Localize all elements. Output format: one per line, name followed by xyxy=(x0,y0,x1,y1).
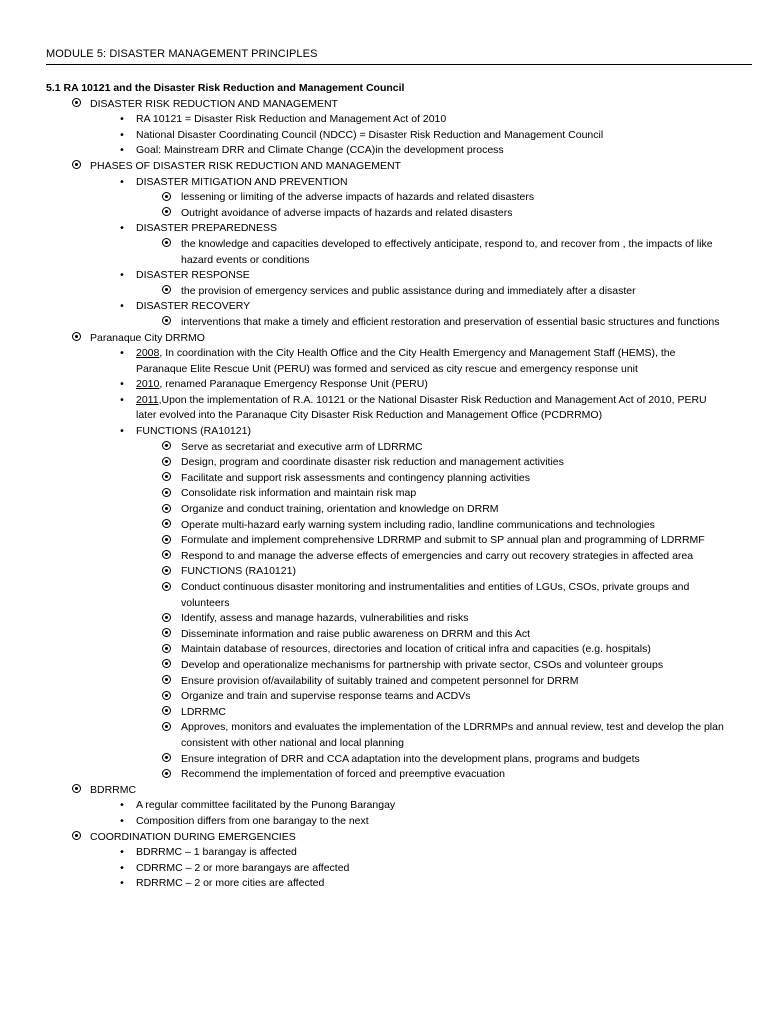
circle-bullet-icon xyxy=(160,471,172,487)
list-item-text: BDRRMC xyxy=(90,783,137,796)
list-item-text: lessening or limiting of the adverse impacts of hazards and related disasters xyxy=(181,191,535,204)
section-title: 5.1 RA 10121 and the Disaster Risk Reduction and Management Council xyxy=(46,82,405,94)
list-item xyxy=(46,627,726,643)
list-item xyxy=(46,767,726,783)
document-body xyxy=(46,81,726,892)
list-item-text: DISASTER RISK REDUCTION AND MANAGEMENT xyxy=(90,97,338,110)
list-item-text: Design, program and coordinate disaster risk reduction and management activities xyxy=(181,456,564,469)
bullet-icon: • xyxy=(119,145,125,157)
circle-bullet-icon xyxy=(160,502,172,518)
list-item-text: Disseminate information and raise public awareness on DRRM and this Act xyxy=(181,627,530,640)
circle-bullet-icon xyxy=(160,580,172,596)
list-item-text: the knowledge and capacities developed to effectively anticipate, respond to, and recover from , the impacts of like hazard events or conditions xyxy=(181,237,713,266)
list-item-text: Approves, monitors and evaluates the implementation of the LDRRMPs and annual review, test and develop the plan consistent with other national and local planning xyxy=(181,721,724,749)
bullet-icon: • xyxy=(119,394,125,406)
list-item-text: A regular committee facilitated by the Punong Barangay xyxy=(136,799,396,812)
list-item-text: LDRRMC xyxy=(181,705,226,718)
circle-bullet-icon xyxy=(160,611,172,627)
list-item xyxy=(46,830,726,846)
circle-bullet-icon xyxy=(160,206,172,222)
list-item xyxy=(46,876,726,892)
circle-bullet-icon xyxy=(160,705,172,721)
list-item xyxy=(46,331,726,347)
list-item xyxy=(46,299,726,315)
list-item-text: interventions that make a timely and efficient restoration and preservation of essential basic structures and functions xyxy=(181,315,720,328)
circle-bullet-icon xyxy=(160,564,172,580)
list-item xyxy=(46,549,726,565)
circle-bullet-icon xyxy=(70,783,82,799)
list-item-text: the provision of emergency services and public assistance during and immediately after a disaster xyxy=(181,284,636,297)
list-item-text: DISASTER PREPAREDNESS xyxy=(136,222,278,235)
list-item-text: Operate multi-hazard early warning system including radio, landline communications and technologies xyxy=(181,518,655,531)
circle-bullet-icon xyxy=(160,767,172,783)
list-item xyxy=(46,752,726,768)
circle-bullet-icon xyxy=(160,720,172,736)
circle-bullet-icon xyxy=(160,689,172,705)
list-item xyxy=(46,502,726,518)
circle-bullet-icon xyxy=(160,642,172,658)
circle-bullet-icon xyxy=(160,455,172,471)
bullet-icon: • xyxy=(119,270,125,282)
list-item-text: Organize and train and supervise response teams and ACDVs xyxy=(181,690,471,703)
list-item-text: Outright avoidance of adverse impacts of hazards and related disasters xyxy=(181,206,513,219)
list-item-text: Recommend the implementation of forced and preemptive evacuation xyxy=(181,768,505,781)
module-header: MODULE 5: DISASTER MANAGEMENT PRINCIPLES xyxy=(46,46,752,65)
list-item xyxy=(46,455,726,471)
circle-bullet-icon xyxy=(160,237,172,253)
circle-bullet-icon xyxy=(160,533,172,549)
list-item xyxy=(46,268,726,284)
list-item-text: RDRRMC – 2 or more cities are affected xyxy=(136,877,325,890)
list-item-text: Paranaque City DRRMO xyxy=(90,331,205,344)
list-item xyxy=(46,206,726,222)
list-item-text: Composition differs from one barangay to the next xyxy=(136,814,369,827)
list-item-text: DISASTER MITIGATION AND PREVENTION xyxy=(136,175,348,188)
list-item xyxy=(46,518,726,534)
list-item xyxy=(46,237,726,268)
list-item xyxy=(46,471,726,487)
list-item xyxy=(46,221,726,237)
bullet-icon: • xyxy=(119,800,125,812)
circle-bullet-icon xyxy=(160,486,172,502)
list-item-text: Ensure provision of/availability of suitably trained and competent personnel for DRRM xyxy=(181,674,579,687)
list-item-rest: , renamed Paranaque Emergency Response Unit (PERU) xyxy=(159,378,428,391)
list-item xyxy=(46,845,726,861)
list-item xyxy=(46,611,726,627)
list-item xyxy=(46,642,726,658)
list-item xyxy=(46,705,726,721)
list-item xyxy=(46,580,726,611)
circle-bullet-icon xyxy=(160,752,172,768)
circle-bullet-icon xyxy=(160,674,172,690)
list-item xyxy=(46,533,726,549)
list-item-text: Conduct continuous disaster monitoring and instrumentalities and entities of LGUs, CSOs, private groups and volunteers xyxy=(181,581,690,609)
list-item-text: Consolidate risk information and maintain risk map xyxy=(181,487,417,500)
year-label: 2008 xyxy=(136,347,160,360)
list-item-text: FUNCTIONS (RA10121) xyxy=(136,425,251,438)
circle-bullet-icon xyxy=(160,627,172,643)
list-item xyxy=(46,346,726,377)
list-item xyxy=(46,783,726,799)
list-item xyxy=(46,315,726,331)
list-item xyxy=(46,814,726,830)
list-item-text: Respond to and manage the adverse effects of emergencies and carry out recovery strategies in affected area xyxy=(181,549,694,562)
list-item-text xyxy=(136,394,707,422)
list-item-text: DISASTER RECOVERY xyxy=(136,300,251,313)
bullet-icon: • xyxy=(119,847,125,859)
circle-bullet-icon xyxy=(160,440,172,456)
list-item-rest: ,Upon the implementation of R.A. 10121 or the National Disaster Risk Reduction and Management Act of 2010, PERU later evolved into the Paranaque City Disaster Risk Reduction and Management Office (PCDRRMO) xyxy=(136,393,707,422)
list-item-text: Goal: Mainstream DRR and Climate Change (CCA)in the development process xyxy=(136,144,504,157)
list-item xyxy=(46,440,726,456)
outline-list xyxy=(46,97,726,892)
list-item-rest: , In coordination with the City Health Office and the City Health Emergency and Management Staff (HEMS), the Paranaque Elite Rescue Unit (PERU) was formed and serviced as city rescue and emergency response unit xyxy=(136,347,676,375)
circle-bullet-icon xyxy=(160,284,172,300)
bullet-icon: • xyxy=(119,223,125,235)
circle-bullet-icon xyxy=(70,159,82,175)
bullet-icon: • xyxy=(119,114,125,126)
bullet-icon: • xyxy=(119,301,125,313)
list-item xyxy=(46,377,726,393)
year-label: 2010 xyxy=(136,378,160,391)
bullet-icon: • xyxy=(119,129,125,141)
list-item xyxy=(46,689,726,705)
list-item xyxy=(46,128,726,144)
list-item-text xyxy=(136,378,428,390)
list-item-text: RA 10121 = Disaster Risk Reduction and Management Act of 2010 xyxy=(136,113,447,126)
list-item-text: Facilitate and support risk assessments and contingency planning activities xyxy=(181,471,531,484)
list-item-text: COORDINATION DURING EMERGENCIES xyxy=(90,830,296,843)
list-item-text: CDRRMC – 2 or more barangays are affected xyxy=(136,861,350,874)
circle-bullet-icon xyxy=(160,315,172,331)
list-item xyxy=(46,284,726,300)
circle-bullet-icon xyxy=(70,331,82,347)
list-item-text: Develop and operationalize mechanisms for partnership with private sector, CSOs and volunteer groups xyxy=(181,658,664,671)
circle-bullet-icon xyxy=(160,549,172,565)
list-item xyxy=(46,798,726,814)
list-item-text: BDRRMC – 1 barangay is affected xyxy=(136,846,297,859)
list-item xyxy=(46,393,726,424)
circle-bullet-icon xyxy=(160,190,172,206)
bullet-icon: • xyxy=(119,815,125,827)
list-item-text: Serve as secretariat and executive arm of LDRRMC xyxy=(181,440,423,453)
bullet-icon: • xyxy=(119,862,125,874)
list-item-text: Formulate and implement comprehensive LDRRMP and submit to SP annual plan and programming of LDRRMF xyxy=(181,534,705,547)
list-item xyxy=(46,658,726,674)
list-item-text xyxy=(136,347,675,375)
list-item xyxy=(46,861,726,877)
list-item xyxy=(46,97,726,113)
bullet-icon: • xyxy=(119,379,125,391)
list-item-text: National Disaster Coordinating Council (NDCC) = Disaster Risk Reduction and Management Council xyxy=(136,128,604,141)
list-item xyxy=(46,720,726,751)
bullet-icon: • xyxy=(119,176,125,188)
circle-bullet-icon xyxy=(70,830,82,846)
list-item-text: DISASTER RESPONSE xyxy=(136,269,250,282)
bullet-icon: • xyxy=(119,426,125,438)
list-item-text: PHASES OF DISASTER RISK REDUCTION AND MANAGEMENT xyxy=(90,159,401,172)
list-item xyxy=(46,564,726,580)
list-item xyxy=(46,486,726,502)
list-item-text: Maintain database of resources, directories and location of critical infra and capacities (e.g. hospitals) xyxy=(181,643,651,656)
circle-bullet-icon xyxy=(70,97,82,113)
circle-bullet-icon xyxy=(160,658,172,674)
list-item-text: Identify, assess and manage hazards, vulnerabilities and risks xyxy=(181,612,469,625)
list-item-text: Organize and conduct training, orientation and knowledge on DRRM xyxy=(181,503,499,516)
list-item xyxy=(46,424,726,440)
list-item-text: Ensure integration of DRR and CCA adaptation into the development plans, programs and budgets xyxy=(181,752,640,765)
list-item xyxy=(46,674,726,690)
bullet-icon: • xyxy=(119,348,125,360)
list-item xyxy=(46,159,726,175)
circle-bullet-icon xyxy=(160,518,172,534)
list-item-text: FUNCTIONS (RA10121) xyxy=(181,565,296,578)
list-item xyxy=(46,190,726,206)
bullet-icon: • xyxy=(119,878,125,890)
year-label: 2011 xyxy=(136,393,159,406)
list-item xyxy=(46,112,726,128)
list-item xyxy=(46,143,726,159)
list-item xyxy=(46,175,726,191)
